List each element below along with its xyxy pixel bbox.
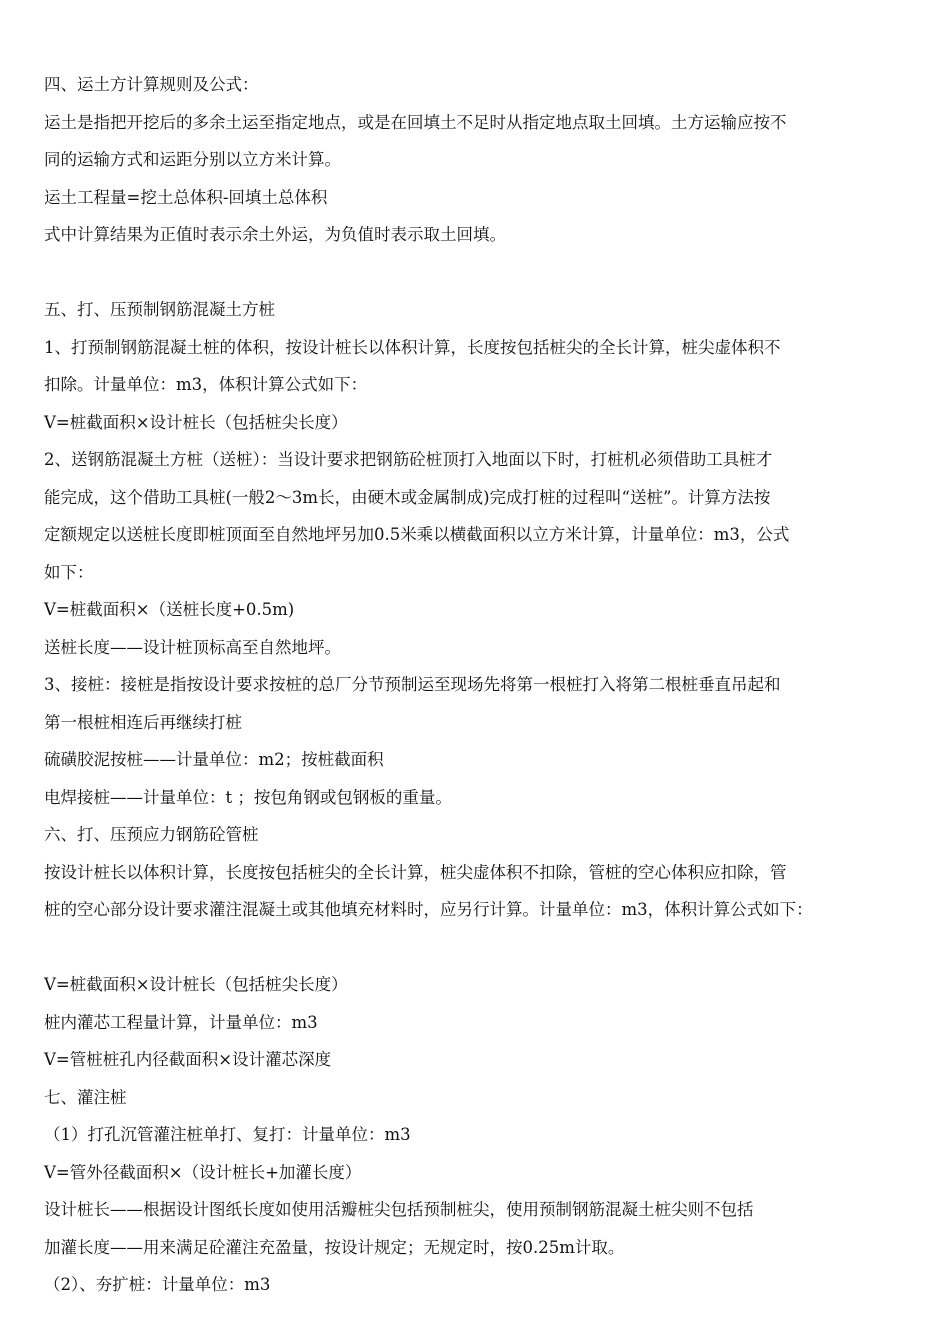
- text-line: 式中计算结果为正值时表示余土外运，为负值时表示取土回填。: [44, 225, 506, 244]
- document-body: [44, 66, 920, 1304]
- text-line: 定额规定以送桩长度即桩顶面至自然地坪另加0.5米乘以横截面积以立方米计算，计量单位：m3，公式: [44, 525, 790, 544]
- text-line: 1、打预制钢筋混凝土桩的体积，按设计桩长以体积计算，长度按包括桩尖的全长计算，桩尖虚体积不: [44, 337, 781, 357]
- text-line: 2、送钢筋混凝土方桩（送桩）：当设计要求把钢筋砼桩顶打入地面以下时，打桩机必须借助工具桩才: [44, 450, 773, 469]
- text-line: 设计桩长——根据设计图纸长度如使用活瓣桩尖包括预制桩尖，使用预制钢筋混凝土桩尖则不包括: [44, 1200, 754, 1219]
- blank-line: [44, 254, 920, 292]
- text-line: 扣除。计量单位：m3，体积计算公式如下：: [44, 375, 368, 394]
- text-line: 桩的空心部分设计要求灌注混凝土或其他填充材料时，应另行计算。计量单位：m3，体积计算公式如下：: [44, 900, 813, 919]
- text-line: 第一根桩相连后再继续打桩: [44, 712, 242, 732]
- text-line: V=管外径截面积×（设计桩长+加灌长度）: [44, 1162, 362, 1182]
- blank-line: [44, 929, 920, 967]
- text-line: V=桩截面积×设计桩长（包括桩尖长度）: [44, 412, 348, 432]
- text-line: 电焊接桩——计量单位：t ；按包角钢或包钢板的重量。: [44, 787, 452, 807]
- text-line: 如下：: [44, 562, 94, 582]
- text-line: 六、打、压预应力钢筋砼管桩: [44, 825, 259, 844]
- text-line: 运土是指把开挖后的多余土运至指定地点，或是在回填土不足时从指定地点取土回填。土方运输应按不: [44, 112, 787, 132]
- text-line: 七、灌注桩: [44, 1087, 127, 1107]
- text-line: 同的运输方式和运距分别以立方米计算。: [44, 150, 341, 169]
- text-line: 五、打、压预制钢筋混凝土方桩: [44, 300, 275, 319]
- text-line: 能完成，这个借助工具桩(一般2～3m长，由硬木或金属制成)完成打桩的过程叫“送桩”。计算方法按: [44, 487, 771, 507]
- text-line: 四、运土方计算规则及公式：: [44, 75, 259, 94]
- text-line: 运土工程量=挖土总体积-回填土总体积: [44, 187, 328, 207]
- text-line: 硫磺胶泥按桩——计量单位：m2；按桩截面积: [44, 750, 384, 769]
- text-line: 桩内灌芯工程量计算，计量单位：m3: [44, 1012, 318, 1032]
- text-line: 加灌长度——用来满足砼灌注充盈量，按设计规定；无规定时，按0.25m计取。: [44, 1237, 625, 1257]
- text-line: 按设计桩长以体积计算，长度按包括桩尖的全长计算，桩尖虚体积不扣除，管桩的空心体积应扣除，管: [44, 862, 787, 882]
- text-line: V=桩截面积×设计桩长（包括桩尖长度）: [44, 975, 348, 994]
- text-line: V=管桩桩孔内径截面积×设计灌芯深度: [44, 1050, 332, 1069]
- text-line: 送桩长度——设计桩顶标高至自然地坪。: [44, 637, 341, 657]
- text-line: 3、接桩：接桩是指按设计要求按桩的总厂分节预制运至现场先将第一根桩打入将第二根桩垂直吊起和: [44, 675, 781, 694]
- text-line: （2）、夯扩桩：计量单位：m3: [44, 1275, 271, 1294]
- text-line: （1）打孔沉管灌注桩单打、复打：计量单位：m3: [44, 1125, 411, 1144]
- text-line: V=桩截面积×（送桩长度+0.5m): [44, 600, 295, 619]
